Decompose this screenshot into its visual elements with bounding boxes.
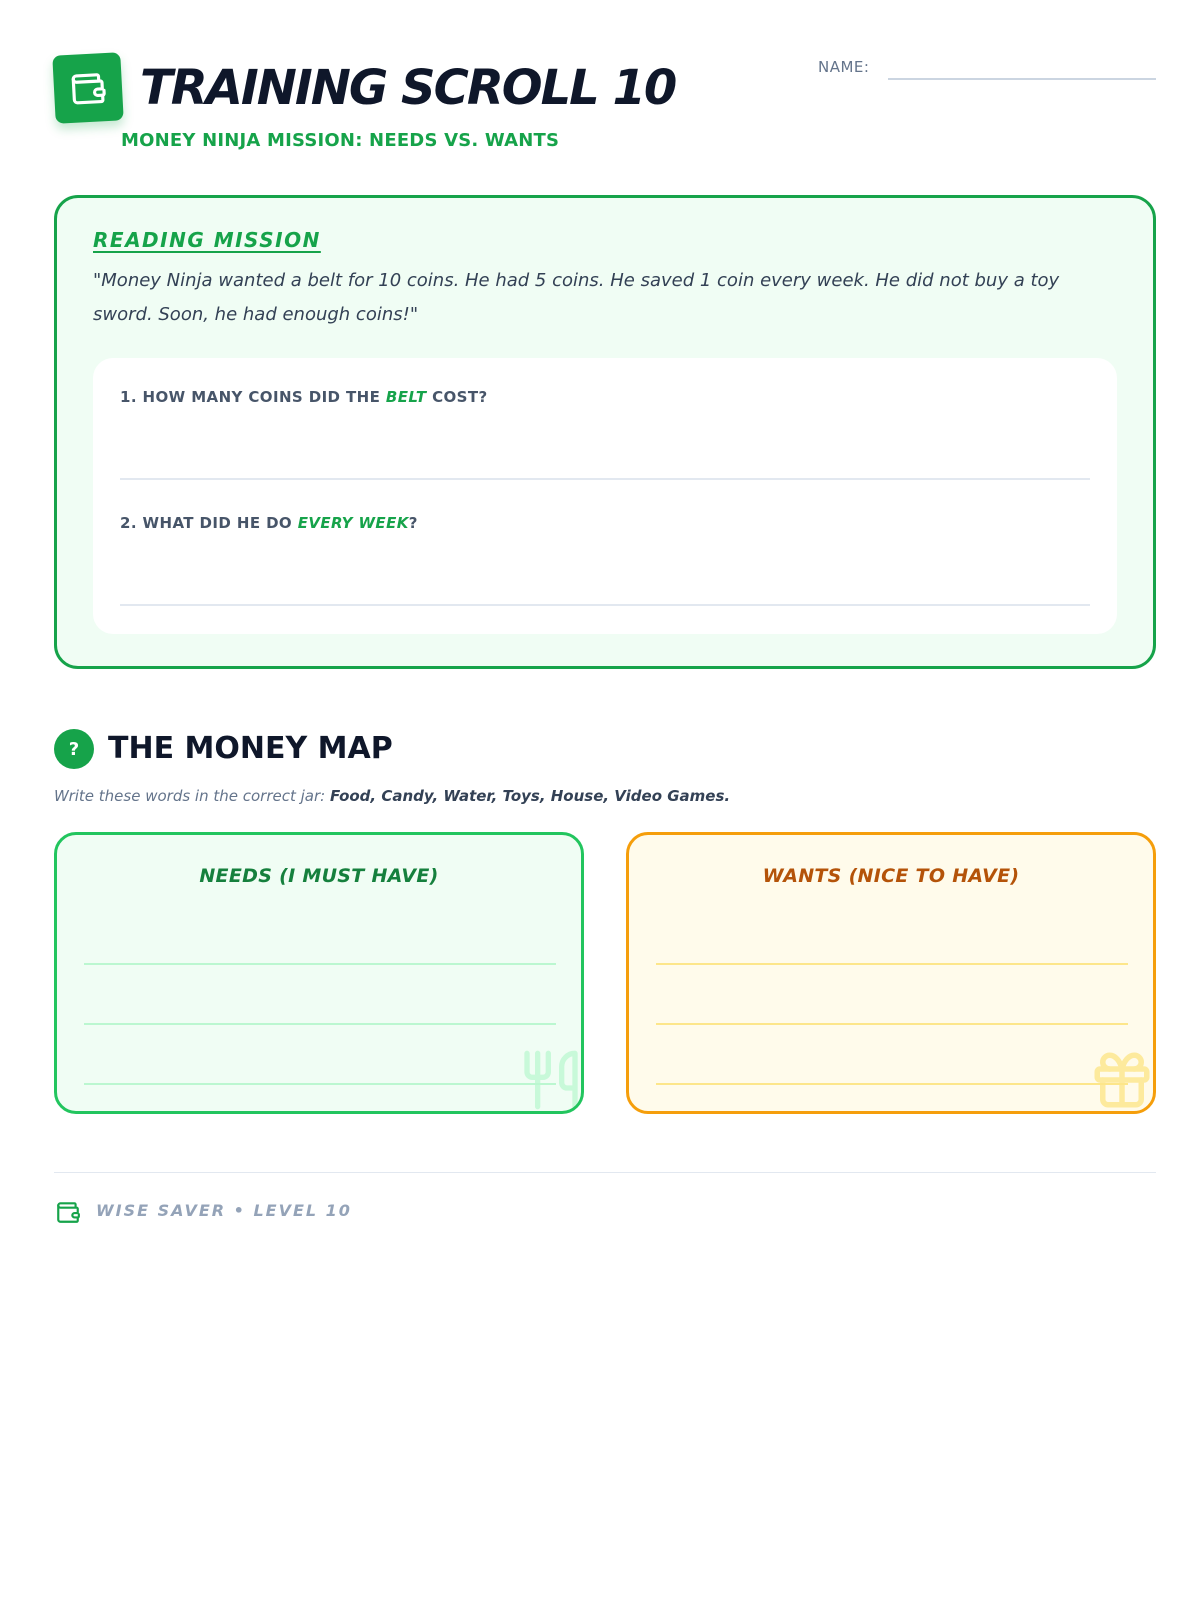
wants-line-1[interactable] [656, 963, 1128, 965]
wants-jar [626, 832, 1156, 1114]
gift-icon [1089, 1045, 1155, 1114]
reading-mission-card [54, 195, 1156, 669]
answer-line-2[interactable] [120, 604, 1090, 606]
question-icon: ? [54, 729, 94, 769]
wants-line-2[interactable] [656, 1023, 1128, 1025]
page-title: TRAINING SCROLL 10 [140, 60, 676, 116]
needs-line-1[interactable] [84, 963, 556, 965]
footer-divider [54, 1172, 1156, 1173]
word-list: Food, Candy, Water, Toys, House, Video Games. [329, 787, 731, 805]
name-label: NAME: [818, 58, 870, 76]
wants-line-3[interactable] [656, 1083, 1128, 1085]
question-2: 2. WHAT DID HE DO EVERY WEEK? [120, 514, 418, 532]
reading-passage: "Money Ninja wanted a belt for 10 coins. He had 5 coins. He saved 1 coin every week. He did not buy a toy sword. Soon, he had enough coins!" [93, 270, 1060, 325]
footer-text: WISE SAVER • LEVEL 10 [96, 1201, 352, 1220]
question-2-highlight: EVERY WEEK [297, 514, 409, 532]
money-map-title: THE MONEY MAP [108, 731, 393, 766]
fork-knife-icon [519, 1045, 583, 1114]
answer-line-1[interactable] [120, 478, 1090, 480]
question-1-highlight: BELT [385, 388, 427, 406]
needs-jar [54, 832, 584, 1114]
reading-mission-heading: READING MISSION [93, 228, 321, 252]
wants-jar-title: WANTS (NICE TO HAVE) [762, 865, 1020, 887]
needs-jar-title: NEEDS (I MUST HAVE) [199, 865, 439, 887]
wallet-icon [55, 1199, 81, 1225]
money-map-instruction: Write these words in the correct jar: Food, Candy, Water, Toys, House, Video Games. [54, 787, 731, 805]
question-1: 1. HOW MANY COINS DID THE BELT COST? [120, 388, 488, 406]
needs-line-3[interactable] [84, 1083, 556, 1085]
wallet-icon [52, 52, 123, 123]
name-field[interactable] [888, 78, 1156, 80]
needs-line-2[interactable] [84, 1023, 556, 1025]
page-subtitle: MONEY NINJA MISSION: NEEDS VS. WANTS [121, 130, 560, 151]
question-box [93, 358, 1117, 634]
